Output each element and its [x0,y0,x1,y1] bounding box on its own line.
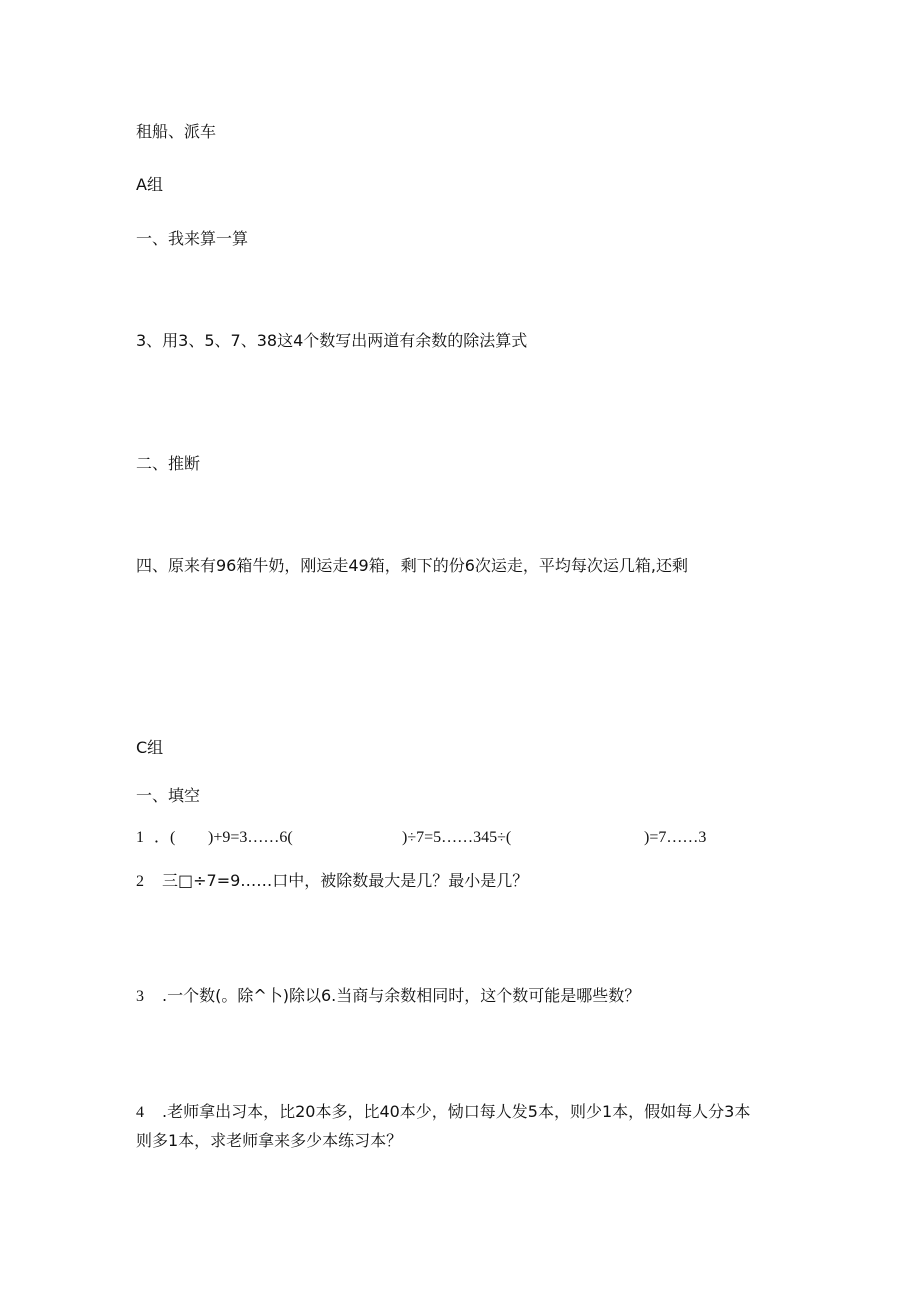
question-number: 1 [136,829,144,846]
question-text: .一个数(。除^卜)除以6.当商与余数相同时，这个数可能是哪些数？ [162,986,641,1005]
question-number: 3 [136,988,144,1005]
group-a-label: A组 [136,175,163,194]
question-text: 三□÷7=9……口中，被除数最大是几？最小是几？ [162,871,529,890]
group-a-question-3: 3、用3、5、7、38这4个数写出两道有余数的除法算式 [136,331,528,350]
group-c-label: C组 [136,738,164,757]
equation-segment-2: )÷7=5……345÷( [402,829,512,846]
group-a-section-1-heading: 一、我来算一算 [136,229,249,248]
equation-segment-3: )=7……3 [644,829,707,846]
group-c-section-1-heading: 一、填空 [136,786,201,805]
page-title: 租船、派车 [136,122,217,141]
group-c-question-3 [136,985,640,1008]
group-c-question-2 [136,870,528,893]
group-c-question-1 [136,827,736,849]
group-c-question-4 [136,1101,750,1124]
group-a-section-2-heading: 二、推断 [136,454,201,473]
question-text-line-1: .老师拿出习本，比20本多，比40本少，恸口每人发5本，则少1本，假如每人分3本 [162,1102,751,1121]
equation-segment-1: )+9=3……6( [208,829,293,846]
group-c-question-4-continuation: 则多1本，求老师拿来多少本练习本？ [136,1131,403,1150]
blank-open-1: ．( [154,829,176,846]
group-a-question-4: 四、原来有96箱牛奶，刚运走49箱，剩下的份6次运走，平均每次运几箱,还剩 [136,556,688,575]
question-number: 2 [136,873,144,890]
question-number: 4 [136,1104,144,1121]
